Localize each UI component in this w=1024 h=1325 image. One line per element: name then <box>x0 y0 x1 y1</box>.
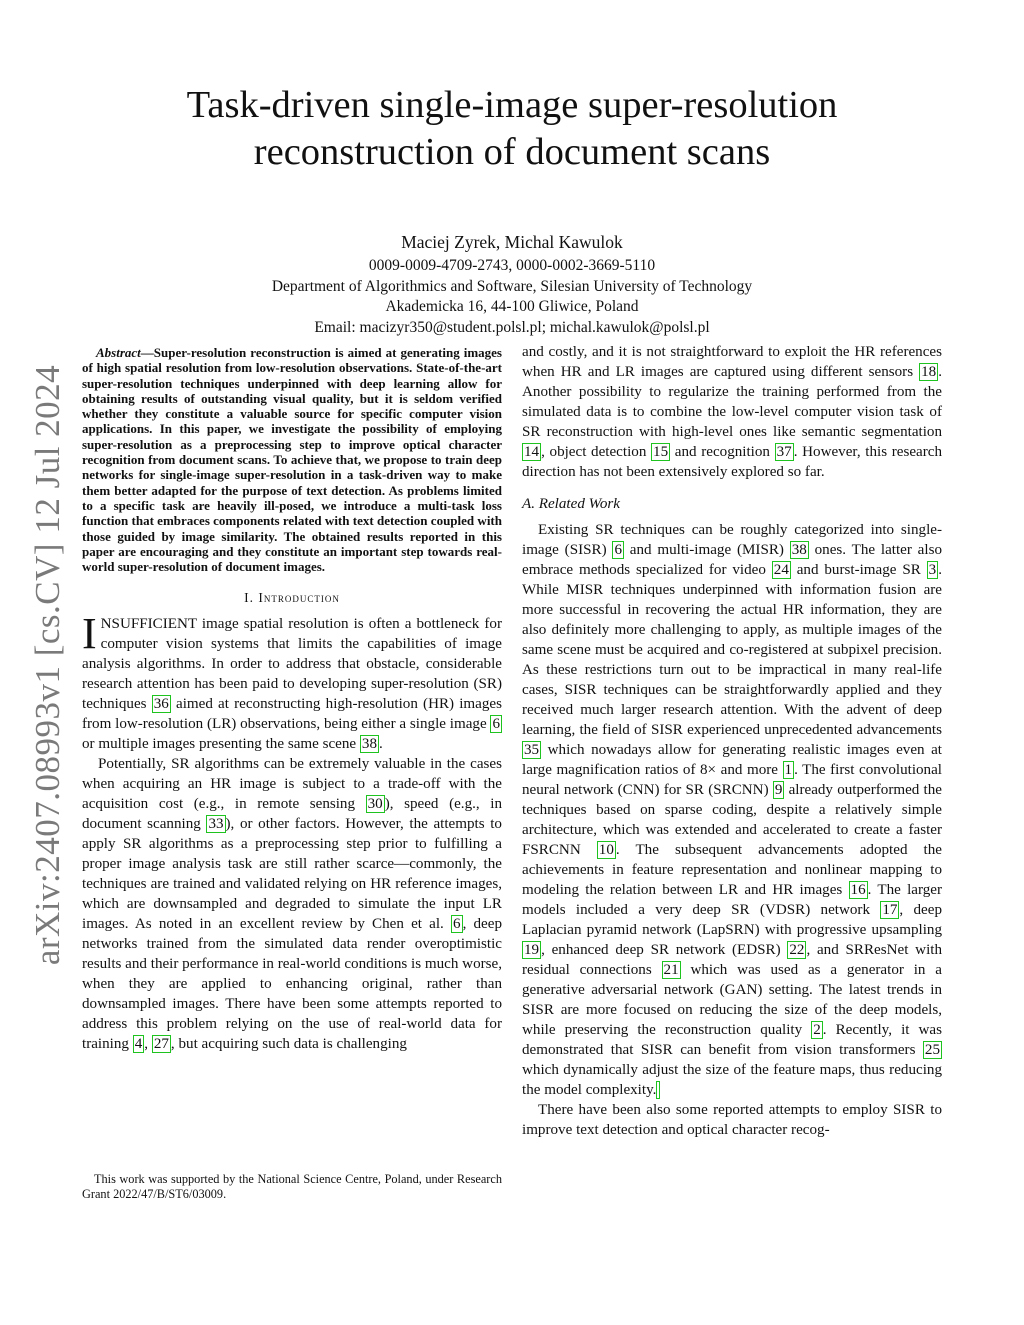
citation-link[interactable]: 16 <box>850 882 866 898</box>
abstract <box>82 345 502 574</box>
citation-link[interactable]: 38 <box>361 736 377 753</box>
author-orcid: 0009-0009-4709-2743, 0000-0002-3669-5110 <box>368 257 656 274</box>
author-names: Maciej Zyrek, Michal Kawulok <box>401 232 623 252</box>
text-run: . Recently, it was demonstrated that SISR can benefit from vision transformers <box>522 1022 942 1058</box>
citation-link[interactable]: 14 <box>524 444 540 460</box>
text-run: which nowadays allow for generating realistic images even at large magnification ratios of 8× and more <box>522 742 942 778</box>
citation-link[interactable]: 30 <box>367 796 383 813</box>
funding-footnote: This work was supported by the National Science Centre, Poland, under Research Grant 2022/47/B/ST6/03009. <box>82 1172 502 1201</box>
citation-link[interactable] <box>656 1081 660 1099</box>
citation-link[interactable]: 6 <box>492 716 500 733</box>
citation-link[interactable]: 24 <box>773 562 789 578</box>
citation-link[interactable]: 6 <box>614 542 622 558</box>
text-run: and burst-image SR <box>790 562 927 578</box>
citation-link[interactable]: 9 <box>774 782 783 798</box>
citation-link[interactable]: 10 <box>598 842 614 858</box>
author-email: Email: macizyr350@student.polsl.pl; michal.kawulok@polsl.pl <box>314 318 710 336</box>
author-block <box>112 230 912 338</box>
text-run: which was used as a generator in a generative adversarial network (GAN) setting. The latest trends in SISR are more focused on reducing the size of the deep models, while preserving the reconstruction quality <box>522 962 943 1038</box>
text-run: which dynamically adjust the size of the feature maps, thus reducing the model complexity. <box>522 1062 942 1098</box>
text-run: . While MISR techniques underpinned with information fusion are more successful in recovering the actual HR information, they are also definitely more challenging to apply, as multiple images of the same scene must be acquired and co-registered at subpixel precision. As these restrictions turn out to be impractical in many real-life cases, SISR techniques can be straightforwardly applied and they received much larger research attention. With the advent of deep learning, the field of SISR experienced unprecedented advancements <box>522 562 942 738</box>
section-title: Introduction <box>258 590 340 606</box>
citation-link[interactable]: 2 <box>813 1022 821 1038</box>
subsection-heading-related-work: A. Related Work <box>522 496 620 512</box>
text-run: . The subsequent advancements adopted the achievements in feature representation and nonlinear mapping to modeling the relation between LR and HR images <box>522 842 942 898</box>
text-run: , <box>144 1036 152 1053</box>
citation-link[interactable]: 6 <box>453 916 461 933</box>
text-run: ), speed (e.g., in document scanning <box>82 796 502 833</box>
citation-link[interactable]: 37 <box>776 444 792 460</box>
citation-link[interactable]: 18 <box>921 364 937 380</box>
text-run: . The first convolutional neural network (CNN) for SR (SRCNN) <box>522 762 942 798</box>
continued-paragraph <box>522 342 942 482</box>
closing-paragraph: There have been also some reported attempts to employ SISR to improve text detection and optical character recog- <box>522 1102 942 1138</box>
text-run: . However, this research direction has not been extensively explored so far. <box>522 444 942 480</box>
arxiv-stamp-text: arXiv:2407.08993v1 [cs.CV] 12 Jul 2024 <box>28 364 68 966</box>
citation-link[interactable]: 21 <box>663 962 679 978</box>
text-run: and multi-image (MISR) <box>623 542 790 558</box>
text-run: , enhanced deep SR network (EDSR) <box>541 942 788 958</box>
text-run: and costly, and it is not straightforward to exploit the HR references when HR and LR images are captured using different sensors <box>522 344 942 380</box>
citation-link[interactable]: 3 <box>928 562 937 578</box>
citation-link[interactable]: 36 <box>153 696 169 713</box>
text-run: Existing SR techniques can be roughly categorized into single-image (SISR) <box>522 522 942 558</box>
author-department: Department of Algorithmics and Software, Silesian University of Technology <box>271 277 753 295</box>
text-run: ), or other factors. However, the attempts to apply SR algorithms as a preprocessing step prior to fulfilling a proper image analysis task are still rather scarce—commonly, the techniques are trained and validated relying on HR reference images, which are downsampled and degraded to simulate the input LR images. As noted in an excellent review by Chen et al. <box>82 816 502 933</box>
text-run: , deep networks trained from the simulated data render overoptimistic results and their performance in real-world conditions is much worse, when they are applied to enhancing original, rather than downsampled images. There have been some attempts reported to address this problem relying on the use of real-world data for training <box>82 916 503 1053</box>
section-numeral: I. <box>244 590 254 606</box>
title-line-2: reconstruction of document scans <box>253 131 771 173</box>
right-column <box>522 342 942 1140</box>
text-run: already outperformed the techniques based on sparse coding, despite a relatively simple architecture, which was extended and accelerated to create a faster FSRCNN <box>522 782 942 858</box>
text-run: or multiple images presenting the same scene <box>82 736 360 753</box>
text-run: and recognition <box>670 444 775 460</box>
arxiv-stamp <box>28 365 68 965</box>
text-run: aimed at reconstructing high-resolution (HR) images from low-resolution (LR) observations, being either a single image <box>82 696 502 733</box>
intro-lead-word: NSUFFICIENT <box>100 616 197 633</box>
abstract-text: —Super-resolution reconstruction is aimed at generating images of high spatial resolution from low-resolution observations. State-of-the-art super-resolution techniques underpinned with deep learning allow for obtaining results of outstanding visual quality, but it is seldom verified whether they constitute a valuable source for specific computer vision applications. In this paper, we investigate the possibility of employing super-resolution as a preprocessing step to improve optical character recognition from document scans. To achieve that, we propose to train deep networks for single-image super-resolution in a task-driven way to make them better adapted for the purpose of text detection. As problems limited to a specific task are heavily ill-posed, we introduce a multi-task loss function that embraces components related with text detection coupled with those guided by image similarity. The obtained results reported in this paper are encouraging and they constitute an important step towards real-world super-resolution of document images. <box>82 345 502 575</box>
citation-link[interactable]: 17 <box>882 902 898 918</box>
citation-link[interactable]: 25 <box>924 1042 940 1058</box>
intro-paragraph-1 <box>82 609 502 754</box>
text-run: ones. The latter also embrace methods specialized for video <box>522 542 942 578</box>
citation-link[interactable]: 38 <box>791 542 807 558</box>
text-run: . <box>379 736 383 753</box>
text-run: , and SRResNet with residual connections <box>522 942 942 978</box>
text-run: . Another possibility to regularize the training performed from the simulated data is to combine the low-level computer vision task of SR reconstruction with high-level ones like semantic segmentation <box>522 364 942 440</box>
citation-link[interactable]: 1 <box>784 762 793 778</box>
left-column <box>82 345 502 1054</box>
text-run: image spatial resolution is often a bottleneck for computer vision systems that limits the capabilities of image analysis algorithms. In order to address that obstacle, considerable research attention has been paid to developing super-resolution (SR) techniques <box>82 616 502 713</box>
intro-paragraph-2 <box>82 754 502 1054</box>
citation-link[interactable]: 19 <box>524 942 540 958</box>
citation-link[interactable]: 27 <box>153 1036 169 1053</box>
citation-link[interactable]: 35 <box>524 742 540 758</box>
text-run: Potentially, SR algorithms can be extremely valuable in the cases when acquiring an HR image is subject to a trade-off with the acquisition cost (e.g., in remote sensing <box>82 756 502 813</box>
citation-link[interactable]: 33 <box>208 816 224 833</box>
text-run: . The larger models included a very deep SR (VDSR) network <box>522 882 943 918</box>
title-line-1: Task-driven single-image super-resolution <box>186 84 838 126</box>
citation-link[interactable]: 4 <box>134 1036 143 1053</box>
citation-link[interactable]: 22 <box>789 942 805 958</box>
paper-title <box>112 82 912 176</box>
text-run: , but acquiring such data is challenging <box>170 1036 407 1053</box>
citation-link[interactable]: 15 <box>653 444 669 460</box>
drop-cap: I <box>82 609 97 659</box>
section-heading-introduction <box>82 590 502 606</box>
abstract-label: Abstract <box>96 345 141 360</box>
related-work-paragraph <box>522 520 942 1100</box>
text-run: , object detection <box>541 444 652 460</box>
author-address: Akademicka 16, 44-100 Gliwice, Poland <box>385 298 639 315</box>
text-run: , deep Laplacian pyramid network (LapSRN) with progressive upsampling <box>522 902 942 938</box>
